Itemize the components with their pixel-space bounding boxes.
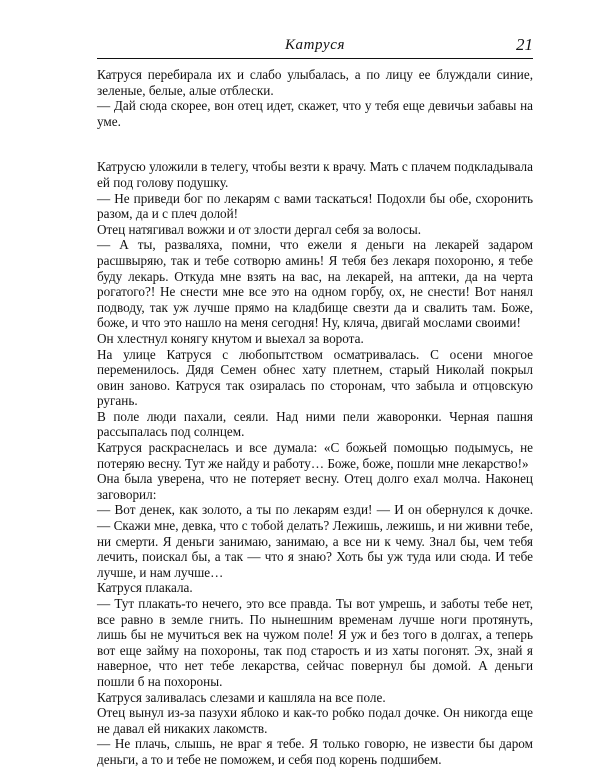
paragraph: — Не приведи бог по лекарям с вами таскаться! Подохли бы обе, схоронить разом, да и с плеч долой! — [97, 190, 533, 222]
paragraph: Она была уверена, что не потеряет весну. Отец долго ехал молча. Наконец заговорил: — [97, 471, 533, 502]
paragraph: На улице Катруся с любопытством осматривалась. С осени многое переменилось. Дядя Семен обнес хату плетнем, старый Николай покрыл овин заново. Катруся так озиралась по сторонам, что забыла и отцовскую ругань. — [97, 346, 533, 409]
paragraph: Он хлестнул конягу кнутом и выехал за ворота. — [97, 330, 364, 346]
paragraph: Отец натягивал вожжи и от злости дергал себя за волосы. — [97, 221, 422, 237]
paragraph: — Тут плакать-то нечего, это все правда. Ты вот умрешь, и заботы тебе нет, все равно в земле гнить. По нынешним временам лучше ноги протянуть, лишь бы не мучиться век на чужом поле! Я уж и без того в долгах, а теперь вот еще займу на похороны, так под старость и из хаты погонят. Эх, знай я наверное, что нет тебе лекарства, сейчас повернул бы домой. А деньги пошли б на похороны. — [97, 596, 533, 689]
page-body — [97, 67, 533, 768]
header-rule — [97, 58, 533, 59]
paragraph: В поле люди пахали, сеяли. Над ними пели жаворонки. Черная пашня рассыпалась под солнцем. — [97, 408, 533, 440]
paragraph: Катрусю уложили в телегу, чтобы везти к врачу. Мать с плачем подкладывала ей под голову подушку. — [97, 159, 533, 190]
paragraph: Отец вынул из-за пазухи яблоко и как-то робко подал дочке. Он никогда еще не давал ей никаких лакомств. — [97, 705, 533, 736]
section-break — [97, 129, 533, 159]
paragraph: — Вот денек, как золото, а ты по лекарям езди! — И он обернулся к дочке. — Скажи мне, девка, что с тобой делать? Лежишь, лежишь, и ни живни тебе, ни смерти. Я деньги занимаю, занимаю, а все ни к чему. Знал бы, чем тебя лечить, поискал бы, а так — что я знаю? Хоть бы уж туда или сюда. И тебе лучше, и нам лучше… — [97, 502, 533, 580]
page-header — [97, 34, 533, 56]
paragraph: — А ты, разваляха, помни, что ежели я деньги на лекарей задаром расшвыряю, так и тебе сотворю аминь! Я тебя без лекаря похороню, я тебе буду лекарь. Откуда мне взять на вас, на лекарей, на аптеки, да на черта рогатого?! Не снести мне все это на одном горбу, ох, не снести! Вот нанял подводу, так уж лучше прямо на кладбище свезти да и свалить там. Боже, боже, и что это нашло на меня сегодня! Ну, кляча, двигай мослами своими! — [97, 237, 533, 331]
paragraph: Катруся плакала. — [97, 580, 193, 596]
paragraph: Катруся заливалась слезами и кашляла на все поле. — [97, 689, 386, 705]
running-title: Катруся — [284, 37, 346, 53]
paragraph: Катруся перебирала их и слабо улыбалась, а по лицу ее блуждали синие, зеленые, белые, алые отблески. — [97, 67, 533, 98]
paragraph: — Дай сюда скорее, вон отец идет, скажет, что у тебя еще девичьи забавы на уме. — [97, 98, 533, 129]
paragraph: — Не плачь, слышь, не враг я тебе. Я только говорю, не извести бы даром деньги, а то и тебе не поможем, и себя под корень подшибем. — [97, 736, 533, 767]
paragraph: Катруся раскраснелась и все думала: «С божьей помощью подымусь, не потеряю весну. Тут же найду и работу… Боже, боже, пошли мне лекарство!» — [97, 440, 533, 471]
page-number: 21 — [516, 35, 533, 54]
